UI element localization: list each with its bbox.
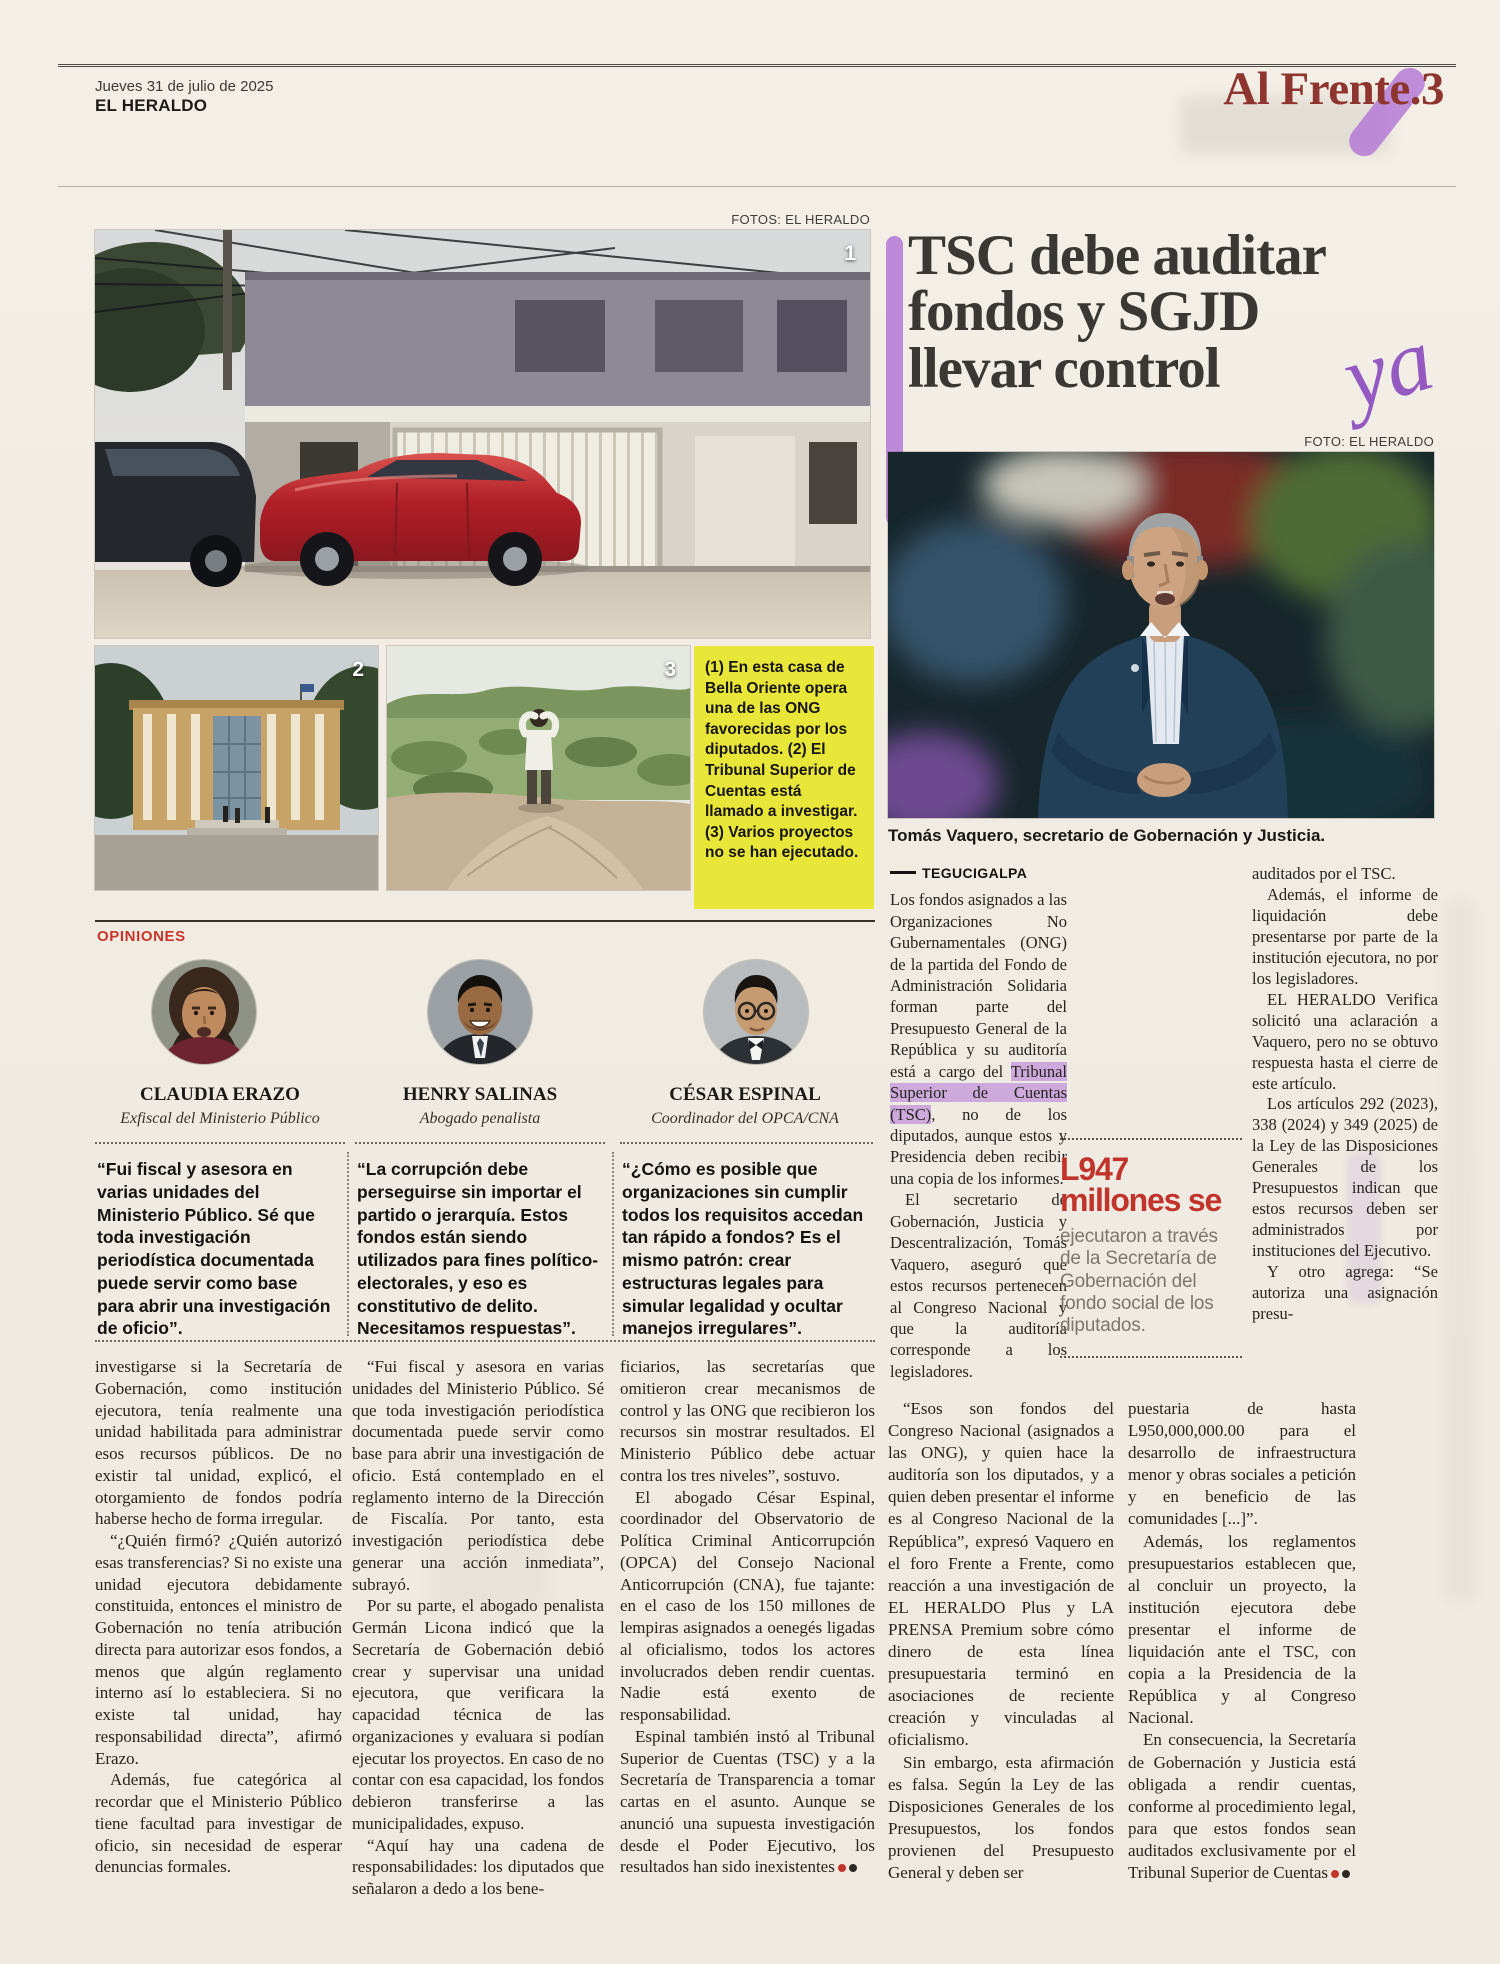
- dotted-vertical-divider: [347, 1152, 349, 1336]
- article-paragraph: EL HERALDO Verifica solicitó una aclaración a Vaquero, pero no se obtuvo respuesta hasta el cierre de este artículo.: [1252, 989, 1438, 1093]
- article-paragraph: [1128, 1729, 1356, 1884]
- article-bottom-left-column: [888, 1398, 1114, 1938]
- end-mark-dark-dot: [849, 1864, 857, 1872]
- street-house-illustration: [95, 230, 870, 638]
- paragraph-text: En consecuencia, la Secretaría de Gobernación y Justicia está obligada a rendir cuentas, conforme al procedimiento legal, para que estos fondos sean auditados exclusivamente por el Tribunal Superior de Cuentas: [1128, 1730, 1356, 1882]
- end-mark-red-dot: [1331, 1870, 1339, 1878]
- dotted-divider: [355, 1142, 605, 1144]
- dateline-city: TEGUCIGALPA: [922, 865, 1028, 881]
- article-paragraph: [620, 1726, 875, 1878]
- photos-credit: FOTOS: EL HERALDO: [731, 212, 870, 227]
- tsc-building-illustration: [95, 646, 378, 890]
- article-paragraph: El abogado César Espinal, coordinador del Observatorio de Política Criminal Anticorrupción (OPCA) del Consejo Nacional Anticorrupción (CNA), fue tajante: en el caso de los 150 millones de lempiras asignados a oenegés ligadas al oficialismo, todos los actores involucrados deben rendir cuentas. Nadie está exento de responsabilidad.: [620, 1487, 875, 1724]
- end-mark-dark-dot: [1342, 1870, 1350, 1878]
- photo-badge-1: 1: [844, 242, 856, 265]
- article-paragraph: “Esos son fondos del Congreso Nacional (asignados a las ONG), y quien hace la auditoría son los diputados, y a quien deben presentar el informe es al Congreso Nacional de la República”, expresó Vaquero en el foro Frente a Frente, como reacción a una investigación de EL HERALDO Plus y LA PRENSA Premium sobre cómo dinero de esta línea presupuestaria terminó en asociaciones de reciente creación y vinculadas al oficialismo.: [888, 1399, 1114, 1750]
- section-title: [1020, 63, 1444, 115]
- header-sub-rule: [58, 186, 1456, 187]
- handwritten-ya-text: ya: [1332, 306, 1444, 429]
- vaquero-illustration: [888, 452, 1434, 818]
- opinion-quote-3: “¿Cómo es posible que organizaciones sin cumplir todos los requisitos accedan tan rápido a fondos? Es el mismo patrón: crear estructuras legales para simular legalidad y ocultar manejos irregulares”.: [622, 1159, 864, 1339]
- dotted-divider: [620, 1142, 873, 1144]
- opinion-name-2: HENRY SALINAS: [402, 1084, 558, 1105]
- article-paragraph: Los artículos 292 (2023), 338 (2024) y 349 (2025) de la Ley de las Disposiciones Generales de los Presupuestos indican que estos recursos deben ser administrados por instituciones del Ejecutivo.: [1252, 1094, 1438, 1261]
- paragraph-text: , no de los diputados, aunque estos y Presidencia deben recibir una copia de los informes.: [890, 1104, 1067, 1188]
- pull-quote-lead: L947 millones se: [1060, 1151, 1222, 1219]
- opinion-name-1: CLAUDIA ERAZO: [140, 1084, 300, 1105]
- tsc-building-photo: [95, 646, 378, 890]
- pull-quote-body: ejecutaron a través de la Secretaría de Gobernación del fondo social de los diputados.: [1060, 1225, 1218, 1337]
- print-bleed-ghost: [430, 1430, 550, 1610]
- photo-credit-single: FOTO: EL HERALDO: [1304, 434, 1434, 449]
- article-paragraph: Además, fue categórica al recordar que el Ministerio Público tiene facultad para investigar de oficio, sin necesidad de esperar denuncias formales.: [95, 1770, 342, 1877]
- highlighted-caption-box: (1) En esta casa de Bella Oriente opera una de las ONG favorecidas por los diputados. (2) El Tribunal Superior de Cuentas está llamado a investigar. (3) Varios proyectos no se han ejecutado.: [694, 646, 874, 909]
- article-paragraph: Y otro agrega: “Se autoriza una asignación presu-: [1252, 1262, 1438, 1324]
- article-paragraph: auditados por el TSC.: [1252, 864, 1396, 883]
- article-paragraph: ficiarios, las secretarías que omitieron crear mecanismos de control y las ONG que recibieron los recursos sin mostrar resultados. El Ministerio Público debe actuar contra los tres niveles”, sostuvo.: [620, 1357, 875, 1485]
- opinions-rule: [95, 920, 875, 922]
- photo-badge-3: 3: [664, 658, 676, 681]
- article-paragraph: Sin embargo, esta afirmación es falsa. Según la Ley de las Disposiciones Generales de los Presupuestos, los fondos provienen del Presupuesto General y deben ser: [888, 1752, 1114, 1882]
- paragraph-text: Espinal también instó al Tribunal Superior de Cuentas (TSC) y a la Secretaría de Transparencia a tomar cartas en el asunto. Aunque se anunció una supuesta investigación desde el Poder Ejecutivo, los resultados han sido inexistentes: [620, 1726, 875, 1877]
- article-paragraph: “Fui fiscal y asesora en varias unidades del Ministerio Público. Sé que toda investigación periodística documentada puede servir como base para abrir una investigación de oficio. Está contemplado en el reglamento interno de la Dirección de Fiscalía. Por tanto, esta investigación periodística debe generar una acción inmediata”, subrayó.: [352, 1357, 604, 1594]
- photo-badge-2: 2: [352, 658, 364, 681]
- article-bottom-right-column: [1128, 1398, 1356, 1938]
- article-paragraph: Además, el informe de liquidación debe presentarse por parte de la institución ejecutora, no por los legisladores.: [1252, 884, 1438, 988]
- headline-line-1: TSC debe auditar: [908, 224, 1326, 287]
- article-column-right: [1252, 864, 1438, 1396]
- page-number: .3: [1409, 63, 1444, 115]
- vaquero-photo-caption: Tomás Vaquero, secretario de Gobernación y Justicia.: [888, 826, 1326, 845]
- opinions-label: OPINIONES: [97, 928, 186, 945]
- main-headline: [908, 224, 1388, 400]
- opinion-name-3: CÉSAR ESPINAL: [669, 1084, 821, 1105]
- field-project-photo: [387, 646, 690, 890]
- article-paragraph: “Aquí hay una cadena de responsabilidades: los diputados que señalaron a dedo a los bene-: [352, 1835, 604, 1898]
- headshot-henry-salinas: [428, 960, 532, 1064]
- article-paragraph: investigarse si la Secretaría de Gobernación, como institución ejecutora, tenía realmente una unidad habilitada para administrar esos recursos públicos. De no existir tal unidad, explicó, el otorgamiento de fondos podría haberse hecho de forma irregular.: [95, 1357, 342, 1529]
- dateline-dash-icon: [890, 871, 916, 874]
- cesar-portrait-illustration: [704, 960, 808, 1064]
- headline-line-2: fondos y SGJD: [908, 280, 1260, 344]
- article-paragraph: [890, 889, 1067, 1189]
- print-bleed-ghost: [1445, 900, 1475, 1600]
- article-paragraph: Además, los reglamentos presupuestarios establecen que, al concluir un proyecto, la institución ejecutora debe presentar el informe de liquidación ante el TSC, con copia a la Presidencia de la República y al Congreso Nacional.: [1128, 1531, 1356, 1728]
- henry-portrait-illustration: [428, 960, 532, 1064]
- dotted-divider: [95, 1340, 875, 1342]
- dotted-vertical-divider: [612, 1152, 614, 1336]
- vaquero-photo: [888, 452, 1434, 818]
- headshot-cesar-espinal: [704, 960, 808, 1064]
- article-paragraph: “¿Quién firmó? ¿Quién autorizó esas transferencias? Si no existe una unidad ejecutora debidamente constituida, entonces el ministro de Gobernación no tenía atribución directa para autorizar esos fondos, a menos que algún reglamento interno así lo estableciera. Si no existe tal unidad, hay responsabilidad directa”, afirmó Erazo.: [95, 1531, 342, 1768]
- opinion-role-2: Abogado penalista: [419, 1110, 541, 1127]
- opinion-role-1: Exfiscal del Ministerio Público: [120, 1110, 320, 1127]
- headshot-claudia-erazo: [152, 960, 256, 1064]
- street-house-photo: [95, 230, 870, 638]
- opinion-quote-2: “La corrupción debe perseguirse sin importar el partido o jerarquía. Estos fondos están siendo utilizados para fines político-electorales, y eso es constitutivo de delito. Necesitamos respuestas”.: [357, 1159, 599, 1339]
- dotted-divider: [95, 1142, 345, 1144]
- field-project-illustration: [387, 646, 690, 890]
- edition-date: Jueves 31 de julio de 2025: [95, 78, 274, 95]
- end-mark-red-dot: [838, 1864, 846, 1872]
- opinions-column-1: [95, 1356, 342, 1934]
- opinion-role-3: Coordinador del OPCA/CNA: [651, 1110, 839, 1127]
- article-column-1: [890, 864, 1067, 1396]
- claudia-portrait-illustration: [152, 960, 256, 1064]
- purple-highlighted-text: Tribunal Superior de Cuentas (TSC): [890, 1061, 1067, 1124]
- pull-quote: [1060, 1138, 1242, 1358]
- opinion-quote-1: “Fui fiscal y asesora en varias unidades del Ministerio Público. Sé que toda investigación periodística documentada puede servir como base para abrir una investigación de oficio”.: [97, 1159, 331, 1339]
- section-name: Al Frente: [1223, 63, 1410, 115]
- opinions-column-3: [620, 1356, 875, 1934]
- article-paragraph: Por su parte, el abogado penalista Germán Licona indicó que la Secretaría de Gobernación debió crear y supervisar una unidad ejecutora, que verificara la capacidad técnica de las organizaciones y evaluara si podían ejecutar los proyectos. En caso de no contar con esa capacidad, los fondos debieron transferirse a las municipalidades, expuso.: [352, 1596, 604, 1833]
- headline-line-3: llevar control: [908, 336, 1220, 400]
- dateline: [890, 864, 1067, 882]
- article-paragraph: puestaria de hasta L950,000,000.00 para el desarrollo de infraestructura menor y obras sociales a petición y en beneficio de las comunidades [...]”.: [1128, 1399, 1356, 1529]
- paragraph-text: Los fondos asignados a las Organizaciones No Gubernamentales (ONG) de la partida del Fondo de Administración Solidaria forman parte del Presupuesto General de la República y su auditoría está a cargo del: [890, 890, 1067, 1081]
- article-paragraph: El secretario de Gobernación, Justicia y Descentralización, Tomás Vaquero, aseguró que estos recursos pertenecen al Congreso Nacional y que la auditoría corresponde a los legisladores.: [890, 1190, 1067, 1381]
- newspaper-brand: EL HERALDO: [95, 96, 208, 115]
